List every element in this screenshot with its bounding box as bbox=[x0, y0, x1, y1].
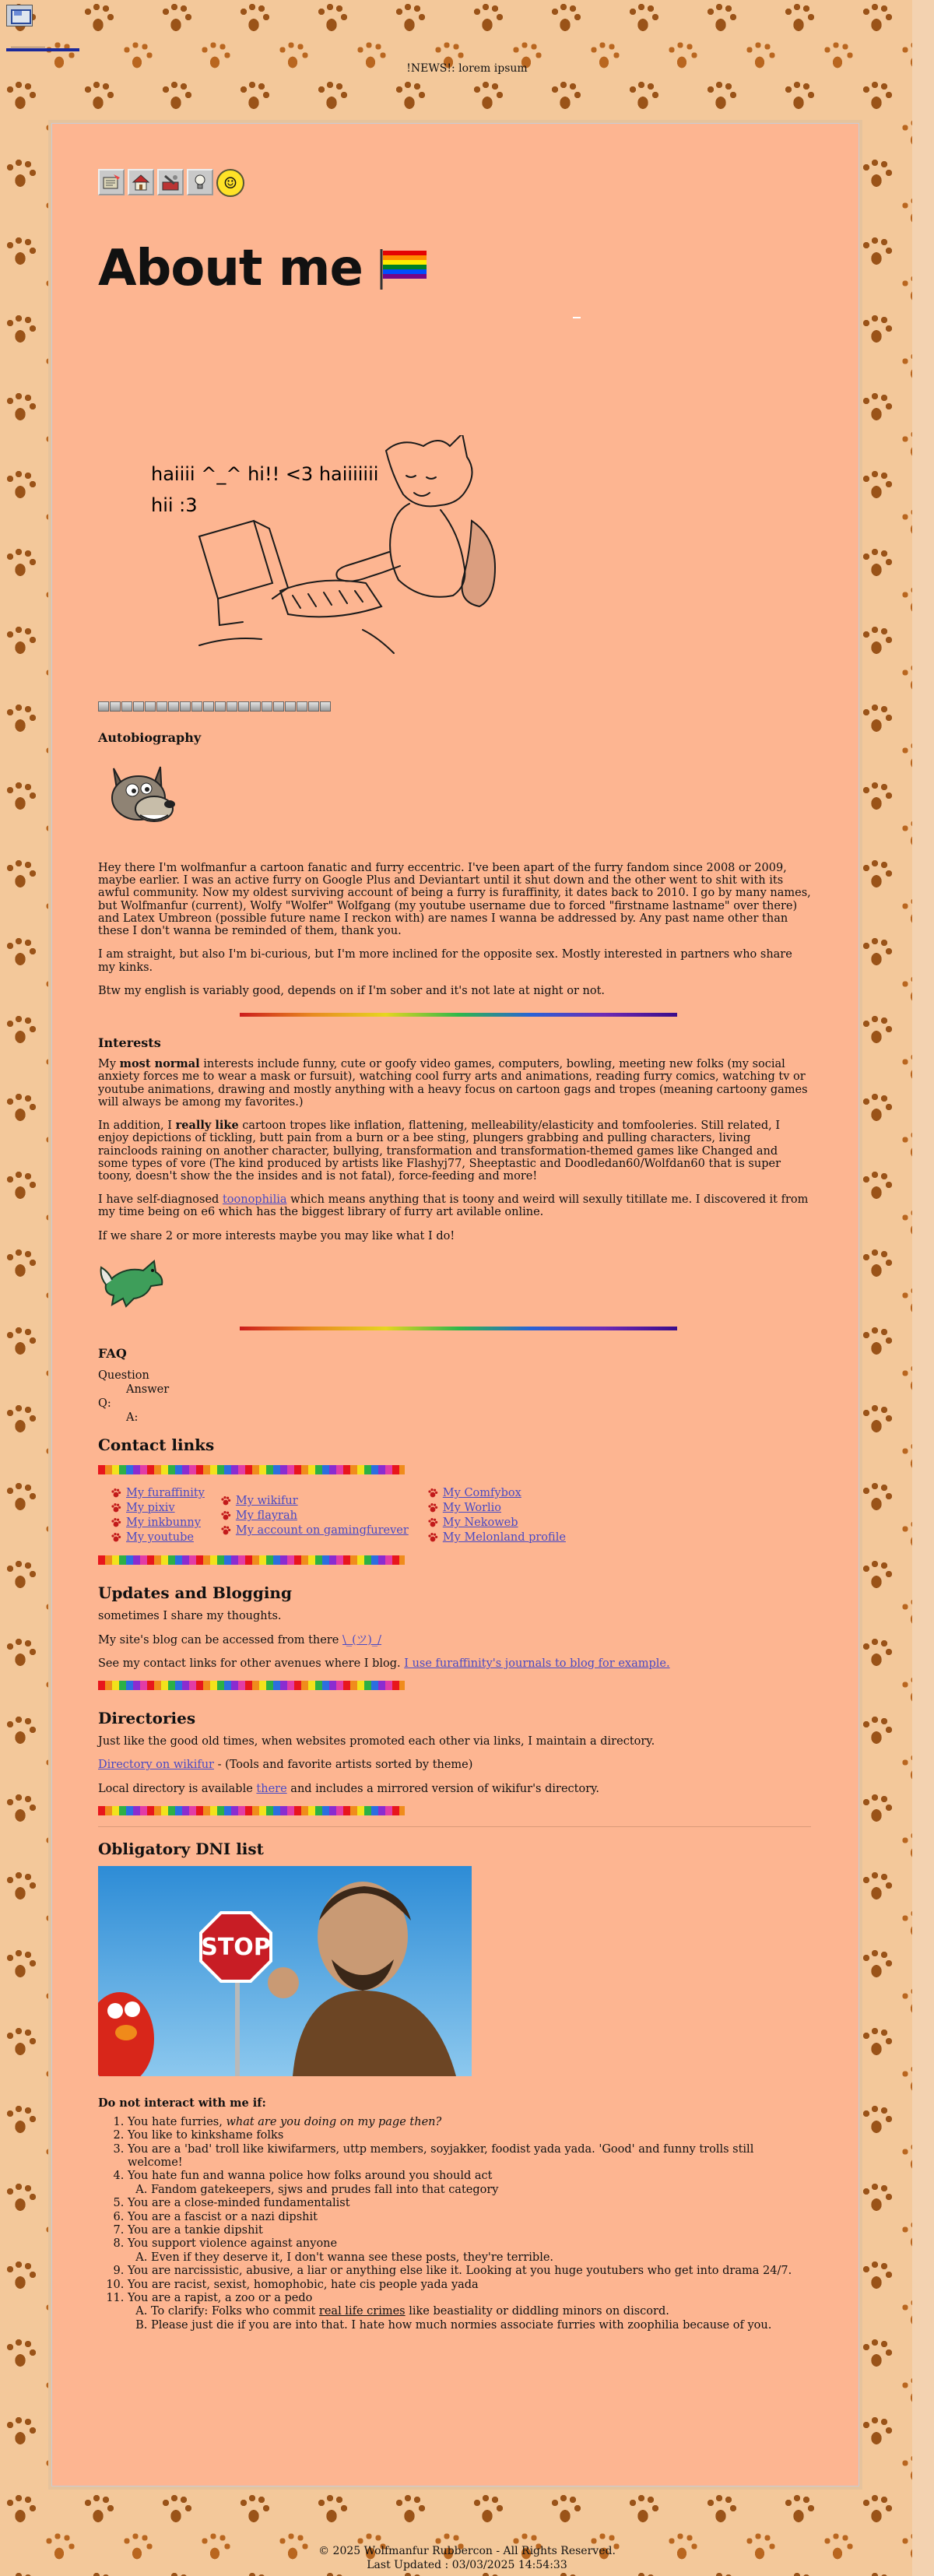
interests-p4: If we share 2 or more interests maybe you may like what I do! bbox=[98, 1229, 455, 1242]
drawing-text-line1: haiiii ^_^ hi!! <3 haiiiiiii bbox=[151, 463, 379, 485]
list-item bbox=[427, 1530, 566, 1545]
local-directory-link[interactable]: there bbox=[256, 1782, 287, 1795]
contact-link[interactable]: My pixiv bbox=[126, 1501, 175, 1514]
dni-caption: Do not interact with me if: bbox=[98, 2096, 266, 2110]
directories-p2: Directory on wikifur - (Tools and favorite artists sorted by theme) bbox=[98, 1759, 473, 1772]
footer-last-updated: Last Updated : 03/03/2025 14:54:33 bbox=[367, 2559, 567, 2572]
toonophilia-link[interactable]: toonophilia bbox=[222, 1193, 287, 1207]
home-icon[interactable] bbox=[128, 169, 154, 195]
paw-icon bbox=[220, 1525, 231, 1536]
contact-link[interactable]: My wikifur bbox=[235, 1494, 298, 1507]
faq-question-label: Question bbox=[98, 1369, 149, 1382]
directories-heading: Directories bbox=[98, 1709, 196, 1728]
dni-heading: Obligatory DNI list bbox=[98, 1839, 264, 1858]
list-item bbox=[427, 1485, 566, 1500]
list-item: 5. You are a close-minded fundamentalist bbox=[128, 2197, 811, 2210]
main-panel bbox=[51, 123, 859, 2486]
autobiography-p1: Hey there I'm wolfmanfur a cartoon fanatic and furry eccentric. I've been apart of the furry fandom since 2008 or 2009, maybe earlier. I was an active furry on Google Plus and Deviantart until it shut down and the other went to shit with its awful community. Now my oldest surviving account of being a furry is furaffinity, it dates back to 2010. I go by many names, but Wolfmanfur (current), Wolfy "Wolfer" Wolfgang (my youtube username due to forced "firstname lastname" over there) and Latex Umbreon (possible future name I reckon with) are names I wanna be addressed by. Any past name other than these I don't wanna be reminded of them, thank you. bbox=[98, 862, 811, 938]
list-item: 1. You hate furries, what are you doing on my page then? bbox=[128, 2116, 811, 2129]
directories-p1: Just like the good old times, when websites promoted each other via links, I maintain a directory. bbox=[98, 1735, 655, 1748]
dni-list bbox=[98, 2116, 811, 2332]
faq-a: A: bbox=[126, 1411, 139, 1425]
list-item bbox=[427, 1500, 566, 1515]
top-link[interactable]: ________ bbox=[11, 37, 45, 47]
list-item: 2. You like to kinkshame folks bbox=[128, 2129, 811, 2142]
content bbox=[98, 169, 811, 2332]
drawing-text-line2: hii :3 bbox=[151, 494, 198, 516]
updates-heading: Updates and Blogging bbox=[98, 1583, 292, 1603]
autobiography-heading: Autobiography bbox=[98, 730, 202, 745]
list-item bbox=[427, 1515, 566, 1530]
contact-col-2 bbox=[220, 1485, 409, 1545]
paw-icon bbox=[220, 1495, 231, 1506]
paw-icon bbox=[220, 1510, 231, 1521]
notepad-icon[interactable] bbox=[98, 169, 125, 195]
list-item bbox=[111, 1500, 205, 1515]
white-dash bbox=[573, 317, 581, 318]
contact-link[interactable]: My Melonland profile bbox=[442, 1530, 566, 1544]
list-item bbox=[220, 1508, 409, 1523]
blog-link[interactable]: \_(ツ)_/ bbox=[342, 1633, 382, 1646]
paw-icon bbox=[111, 1488, 121, 1499]
interests-p1: My most normal interests include funny, cute or goofy video games, computers, bowling, meeting new folks (my social anxiety forces me to wear a mask or fursuit), watching cool furry arts and animations, reading furry comics, watching tv or youtube animations, drawing and mostly anything with a heavy focus on cartoon gags and tropes (meaning cartoony games will always be among my favorites.) bbox=[98, 1057, 808, 1109]
paw-icon bbox=[111, 1532, 121, 1543]
interests-heading: Interests bbox=[98, 1035, 161, 1051]
footer-copyright: © 2025 Wolfmanfur Rubbercon - All Rights Reserved. bbox=[318, 2545, 616, 2557]
running-fox-image bbox=[98, 1253, 168, 1308]
interests-p2: In addition, I really like cartoon tropes like inflation, flattening, melleability/elasticity and tomfooleries. Still related, I enjoy depictions of tickling, butt pain from a burn or a bee sting, plungers grabbing and pulling characters, living raincloods raining on another character, bullying, transformation and transformation-themed games like Changed and some types of vore (The kind produced by artists like Flashyj77, Sheeptastic and Doodledan60/Wolfdan60 that is super toony, doesn't show the the insides and is not fatal), force-feeding and more! bbox=[98, 1119, 781, 1183]
list-item: A. Fandom gatekeepers, sjws and prudes fall into that category bbox=[151, 2184, 811, 2197]
paw-icon bbox=[111, 1517, 121, 1528]
list-item: 10. You are racist, sexist, homophobic, hate cis people yada yada bbox=[128, 2279, 811, 2292]
contact-col-1 bbox=[111, 1485, 205, 1545]
rainbow-divider bbox=[240, 1013, 677, 1017]
thin-divider bbox=[98, 1826, 811, 1827]
directories-p3: Local directory is available there and includes a mirrored version of wikifur's directory. bbox=[98, 1782, 600, 1795]
top-bar bbox=[6, 5, 33, 26]
faq-q: Q: bbox=[98, 1397, 111, 1411]
list-item: 3. You are a 'bad' troll like kiwifarmers, uttp members, soyjakker, foodist yada yada. 'Good' and funny trolls still welcome! bbox=[128, 2143, 811, 2170]
list-item: 7. You are a tankie dipshit bbox=[128, 2224, 811, 2237]
faq-answer-label: Answer bbox=[126, 1383, 170, 1397]
contact-link[interactable]: My account on gamingfurever bbox=[235, 1523, 409, 1537]
paw-icon bbox=[427, 1517, 438, 1528]
stripe-divider-4 bbox=[98, 1806, 405, 1815]
updates-p3: See my contact links for other avenues where I blog. I use furaffinity's journals to blog for example. bbox=[98, 1657, 670, 1670]
furaffinity-journals-link[interactable]: I use furaffinity's journals to blog for example. bbox=[404, 1657, 670, 1670]
contact-link[interactable]: My Worlio bbox=[442, 1501, 502, 1514]
updates-p2: My site's blog can be accessed from there \_(ツ)_/ bbox=[98, 1633, 382, 1646]
contact-link[interactable]: My flayrah bbox=[235, 1509, 297, 1522]
wolf-avatar-image bbox=[98, 753, 184, 838]
contact-link[interactable]: My Comfybox bbox=[442, 1486, 521, 1499]
right-edge bbox=[912, 0, 934, 2576]
list-item bbox=[111, 1530, 205, 1545]
contact-heading: Contact links bbox=[98, 1436, 215, 1455]
paw-icon bbox=[427, 1502, 438, 1513]
list-item: 9. You are narcissistic, abusive, a liar or anything else like it. Looking at you huge youtubers who get into drama 24/7. bbox=[128, 2265, 811, 2278]
tools-icon[interactable] bbox=[157, 169, 184, 195]
autobiography-p3: Btw my english is variably good, depends on if I'm sober and it's not late at night or not. bbox=[98, 984, 606, 997]
list-item bbox=[220, 1493, 409, 1508]
list-item bbox=[111, 1485, 205, 1500]
list-item: 6. You are a fascist or a nazi dipshit bbox=[128, 2211, 811, 2224]
pride-flag-icon bbox=[377, 246, 431, 291]
contact-link[interactable]: My furaffinity bbox=[126, 1486, 205, 1499]
faq-heading: FAQ bbox=[98, 1345, 127, 1361]
paw-icon bbox=[427, 1532, 438, 1543]
paw-icon bbox=[427, 1488, 438, 1499]
list-item: 11. You are a rapist, a zoo or a pedo A. To clarify: Folks who commit real life crimes like beastiality or diddling minors on discord. B. Please just die if you are into that. I hate how much normies associate furries with zoophilia because of you. bbox=[128, 2292, 811, 2332]
contact-col-3 bbox=[424, 1485, 566, 1545]
stripe-divider-3 bbox=[98, 1681, 405, 1690]
stop-sign-text: STOP bbox=[201, 1933, 271, 1961]
mini-icon-row bbox=[98, 701, 811, 712]
contact-link[interactable]: My youtube bbox=[126, 1530, 194, 1544]
nav-icons bbox=[98, 169, 811, 197]
computer-icon[interactable] bbox=[6, 5, 33, 26]
wolf-at-computer-drawing bbox=[145, 435, 596, 669]
interests-p3: I have self-diagnosed toonophilia which means anything that is toony and weird will sexully titillate me. I discovered it from my time being on e6 which has the biggest library of furry art avilable online. bbox=[98, 1193, 809, 1219]
stripe-divider-2 bbox=[98, 1555, 405, 1565]
list-item: B. Please just die if you are into that. I hate how much normies associate furries with zoophilia because of you. bbox=[151, 2319, 811, 2332]
stripe-divider bbox=[98, 1465, 405, 1474]
wikifur-directory-link[interactable]: Directory on wikifur bbox=[98, 1759, 214, 1772]
updates-p1: sometimes I share my thoughts. bbox=[98, 1610, 282, 1623]
faq-block bbox=[98, 1369, 811, 1425]
rainbow-divider-2 bbox=[240, 1327, 677, 1330]
top-underline bbox=[6, 48, 79, 51]
list-item bbox=[111, 1515, 205, 1530]
lightbulb-icon[interactable] bbox=[187, 169, 213, 195]
smiley-icon[interactable]: ☺ bbox=[216, 169, 244, 197]
paw-icon bbox=[111, 1502, 121, 1513]
contact-link[interactable]: My Nekoweb bbox=[442, 1516, 518, 1529]
footer bbox=[0, 2544, 934, 2572]
list-item bbox=[220, 1523, 409, 1538]
list-item: A. To clarify: Folks who commit real life crimes like beastiality or diddling minors on discord. bbox=[151, 2305, 811, 2318]
list-item: A. Even if they deserve it, I don't wanna see these posts, they're terrible. bbox=[151, 2251, 811, 2265]
contact-link[interactable]: My inkbunny bbox=[126, 1516, 201, 1529]
page-title bbox=[98, 240, 811, 297]
stop-sign-photo bbox=[98, 1866, 472, 2076]
autobiography-p2: I am straight, but also I'm bi-curious, but I'm more inclined for the opposite sex. Mostly interested in partners who share my kinks. bbox=[98, 948, 792, 974]
list-item: 8. You support violence against anyone A. Even if they deserve it, I don't wanna see these posts, they're terrible. bbox=[128, 2237, 811, 2265]
contact-links bbox=[98, 1485, 811, 1545]
page-title-text: About me bbox=[98, 240, 363, 297]
news-ticker: !NEWS!: lorem ipsum bbox=[406, 62, 528, 75]
list-item: 4. You hate fun and wanna police how folks around you should act A. Fandom gatekeepers, sjws and prudes fall into that category bbox=[128, 2170, 811, 2197]
